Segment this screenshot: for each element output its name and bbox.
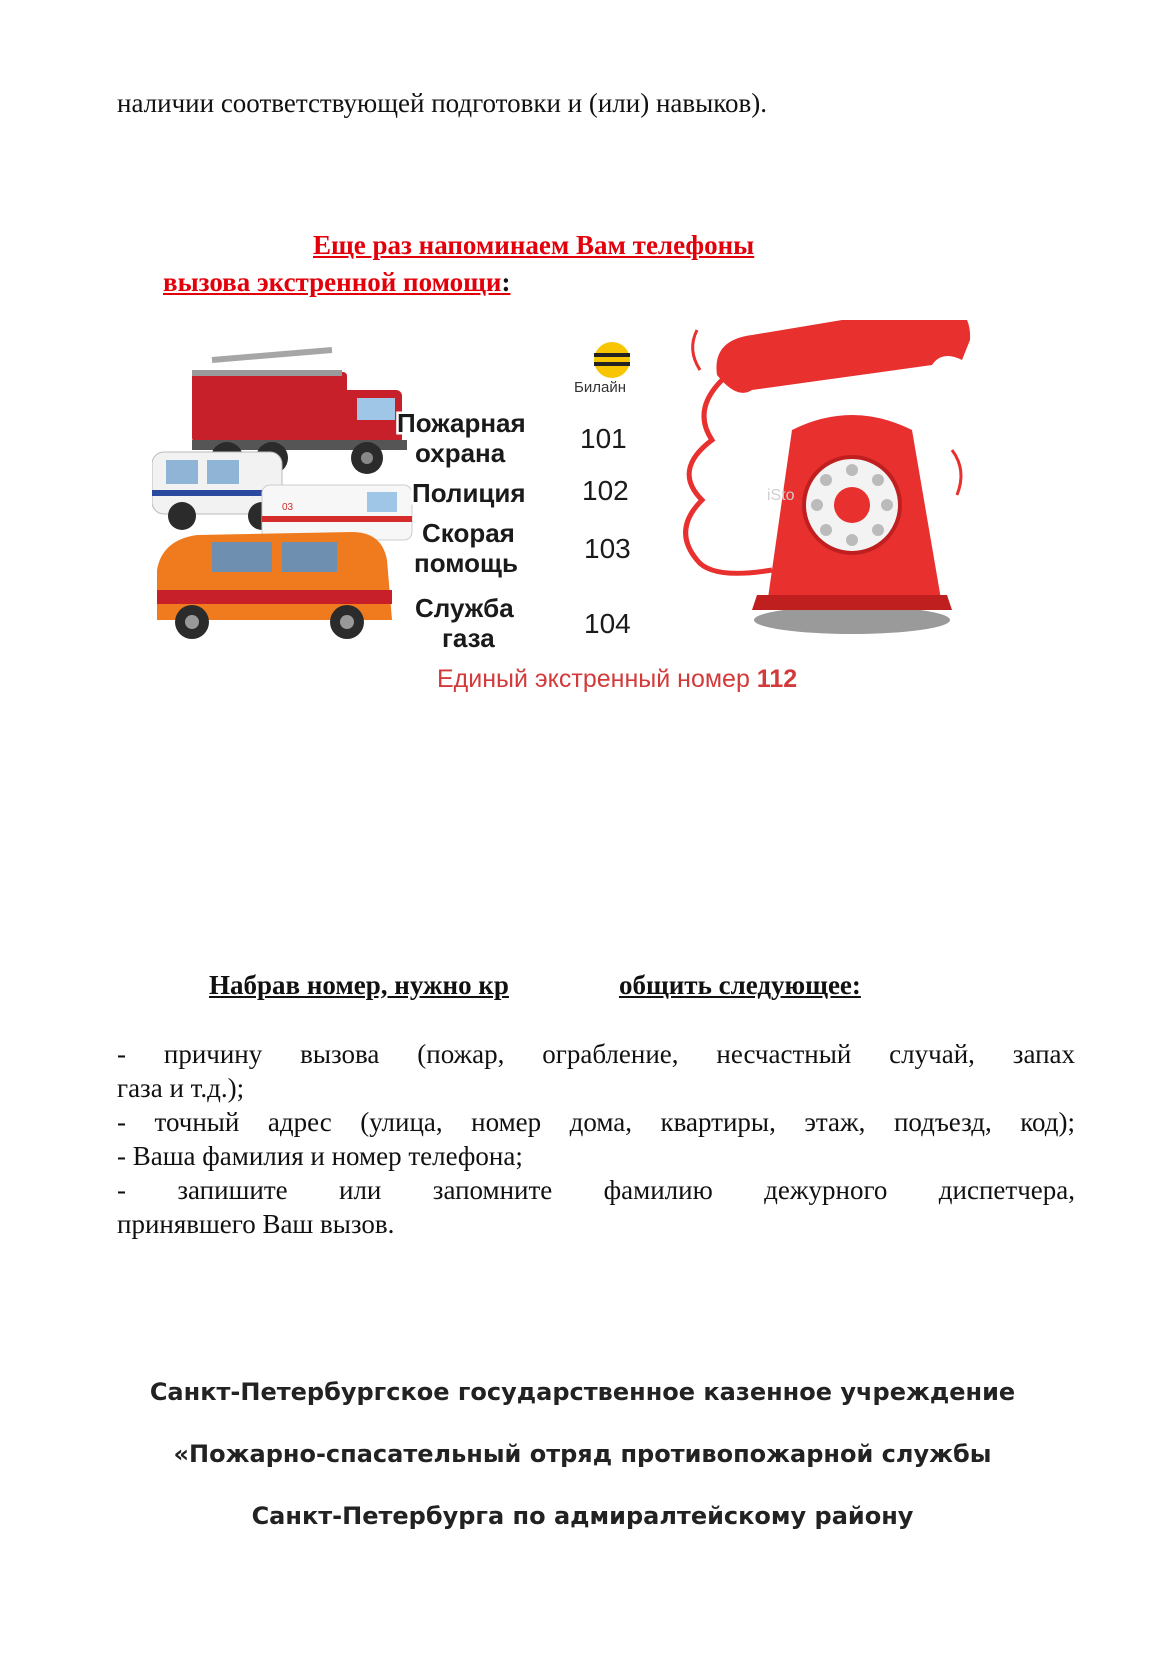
list-item: - Ваша фамилия и номер телефона; bbox=[117, 1141, 523, 1171]
emergency-heading-line2: вызова экстренной помощи: bbox=[163, 267, 511, 297]
footer-org-line1: Санкт-Петербургское государственное казенное учреждение bbox=[149, 1378, 1016, 1406]
call-instructions-heading: Набрав номер, нужно кр общить следующее: bbox=[209, 970, 861, 1000]
service-gas-number: 104 bbox=[584, 608, 631, 639]
service-police-number: 102 bbox=[582, 475, 629, 506]
footer-org-line2: «Пожарно-спасательный отряд противопожарной службы bbox=[173, 1440, 992, 1468]
emergency-heading-line1: Еще раз напоминаем Вам телефоны bbox=[313, 230, 755, 260]
unified-number-line: Единый экстренный номер 112 bbox=[437, 665, 798, 693]
list-item: - причину вызова (пожар, ограбление, несчастный случай, запах газа и т.д.); bbox=[117, 1039, 1075, 1103]
list-item: - запишите или запомните фамилию дежурного диспетчера, принявшего Ваш вызов. bbox=[117, 1175, 1075, 1239]
service-gas-label-1: Служба bbox=[415, 593, 514, 623]
footer-org-line3: Санкт-Петербурга по адмиралтейскому району bbox=[251, 1502, 914, 1530]
ambulance-icon bbox=[262, 485, 412, 540]
call-instructions-list bbox=[117, 1037, 1075, 1241]
service-ambulance-number: 103 bbox=[584, 533, 631, 564]
list-item: - точный адрес (улица, номер дома, квартиры, этаж, подъезд, код); bbox=[117, 1107, 1075, 1137]
service-ambulance-label-1: Скорая bbox=[422, 518, 515, 548]
gas-service-van-icon bbox=[157, 532, 392, 639]
service-fire-label-1: Пожарная bbox=[397, 408, 526, 438]
service-police-label: Полиция bbox=[412, 478, 526, 508]
telephone-icon bbox=[686, 320, 970, 634]
service-gas-label-2: газа bbox=[442, 623, 495, 653]
service-ambulance-label-2: помощь bbox=[414, 548, 518, 578]
intro-tail-text: наличии соответствующей подготовки и (или) навыков). bbox=[117, 88, 768, 118]
service-fire-number: 101 bbox=[580, 423, 627, 454]
beeline-logo-icon bbox=[594, 342, 630, 378]
emergency-numbers-infographic bbox=[152, 320, 1002, 740]
stock-watermark: iSto bbox=[767, 487, 795, 504]
beeline-brand-text: Билайн bbox=[574, 379, 626, 396]
service-fire-label-2: охрана bbox=[415, 438, 506, 468]
svg-text:03: 03 bbox=[282, 502, 294, 513]
